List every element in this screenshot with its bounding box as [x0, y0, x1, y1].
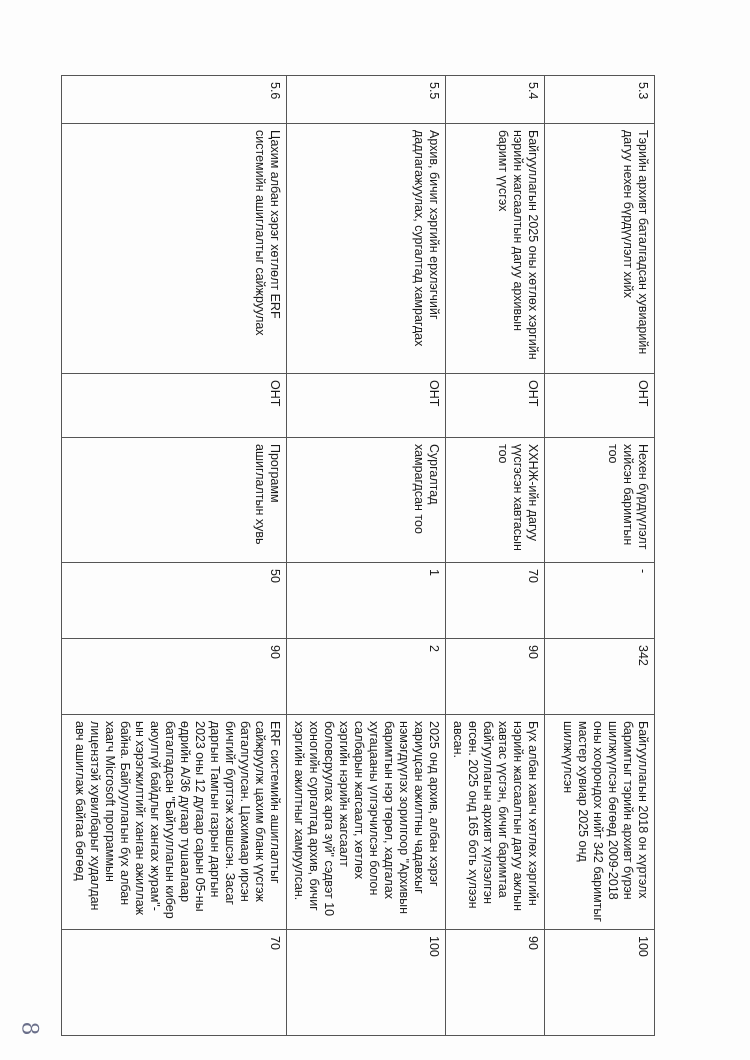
table-row — [446, 76, 545, 1036]
description-text: Бүх албан хаагч хөтлөх хэргийн нэрийн жагсаалтын дагуу ажлын хавтас үүсгэн, бичиг баримтаа байгууллагын архивт хүлээлгэн өгсөн. 2025 онд 165 боть хүлээн авсан. — [446, 715, 545, 930]
indicator-text: Сургалтад хамрагдсан тоо — [287, 438, 446, 563]
task-text: Тэрийн архивт баталгадсан хувиарийн дагуу нехен бүрдүүлэлт хийх — [545, 124, 655, 374]
responsible-org: ОНТ — [545, 374, 655, 438]
baseline-value: 70 — [446, 563, 545, 639]
description-text: 2025 онд архив, албан хэрэг хариуцсан ажилтны чадавхыг нэмэгдүүлэх зорилгоор "Архивын баримтын нэр төрөл, хадгалах хугацааны үлгэрчилсэн болон салбарын жагсаалт, хөтлөх хэргийн нэрийн жагсаалт боловсруулах арга зүй" сэдвэт 10 хоногийн сургалтад архив, бичиг хэргийн ажилтныг хамруулсан. — [287, 715, 446, 930]
row-number: 5.5 — [287, 76, 446, 124]
responsible-org: ОНТ — [287, 374, 446, 438]
task-text: Архив, бичиг хэргийн ерхлэгчийг дадлагажуулах, сургалтад хамрагдах — [287, 124, 446, 374]
row-number: 5.4 — [446, 76, 545, 124]
target-value: 2 — [287, 639, 446, 715]
percent-value: 90 — [446, 930, 545, 1036]
plan-table — [61, 75, 655, 1036]
indicator-text: Программ ашиглалтын хувь — [62, 438, 287, 563]
responsible-org: ОНТ — [62, 374, 287, 438]
percent-value: 100 — [287, 930, 446, 1036]
target-value: 342 — [545, 639, 655, 715]
baseline-value: 1 — [287, 563, 446, 639]
percent-value: 70 — [62, 930, 287, 1036]
target-value: 90 — [446, 639, 545, 715]
description-text: Байгууллагын 2018 он хүртэлх баримтыг тэрийн архивт бүрэн шилжүүлсэн бөгөөд 2009-2018 оны хоорондох нийт 342 баримтыг мастер хувиар 2025 онд шилжүүлсэн — [545, 715, 655, 930]
indicator-text: ХХНЖ-ийн дагуу үүсгэсэн хавтасын тоо — [446, 438, 545, 563]
task-text: Байгууллагын 2025 оны хөтлөх хэргийн нэрийн жагсаалтын дагуу архивын баримт үүсгэх — [446, 124, 545, 374]
table-row — [545, 76, 655, 1036]
target-value: 90 — [62, 639, 287, 715]
description-text: ERF системийн ашиглалтыг сайжруулж цахим бланк үүсгэж баталгуулсан. Цахимаар ирсэн бичгийг бүртгэж хэвшсэн. Засаг даргын Тамгын газрын даргын 2023 оны 12 дугаар сарын 05-ны өдрийн А/36 дугаар тушаалаар баталгадсан "Байгууллагын кибер аюулгүй байдлыг хангах журам"-ын хэрэгжилтийг ханган ажиллаж байна. Байгууллагын бүх албан хаагч Microsoft программын лицензтэй хувилбарыг худалдан авч ашиглаж байгаа бөгөөд — [62, 715, 287, 930]
table-row — [62, 76, 287, 1036]
page-number-mark: 8 — [16, 1021, 42, 1036]
responsible-org: ОНТ — [446, 374, 545, 438]
row-number: 5.6 — [62, 76, 287, 124]
rotated-table-container — [73, 75, 655, 1035]
indicator-text: Нехен бүрдүүлэлт хийсэн баримтын тоо — [545, 438, 655, 563]
row-number: 5.3 — [545, 76, 655, 124]
table-row — [287, 76, 446, 1036]
baseline-value: - — [545, 563, 655, 639]
percent-value: 100 — [545, 930, 655, 1036]
baseline-value: 50 — [62, 563, 287, 639]
task-text: Цахим албан хэрэг хөтлөлт ERF системийн ашиглалтыг сайжруулах — [62, 124, 287, 374]
